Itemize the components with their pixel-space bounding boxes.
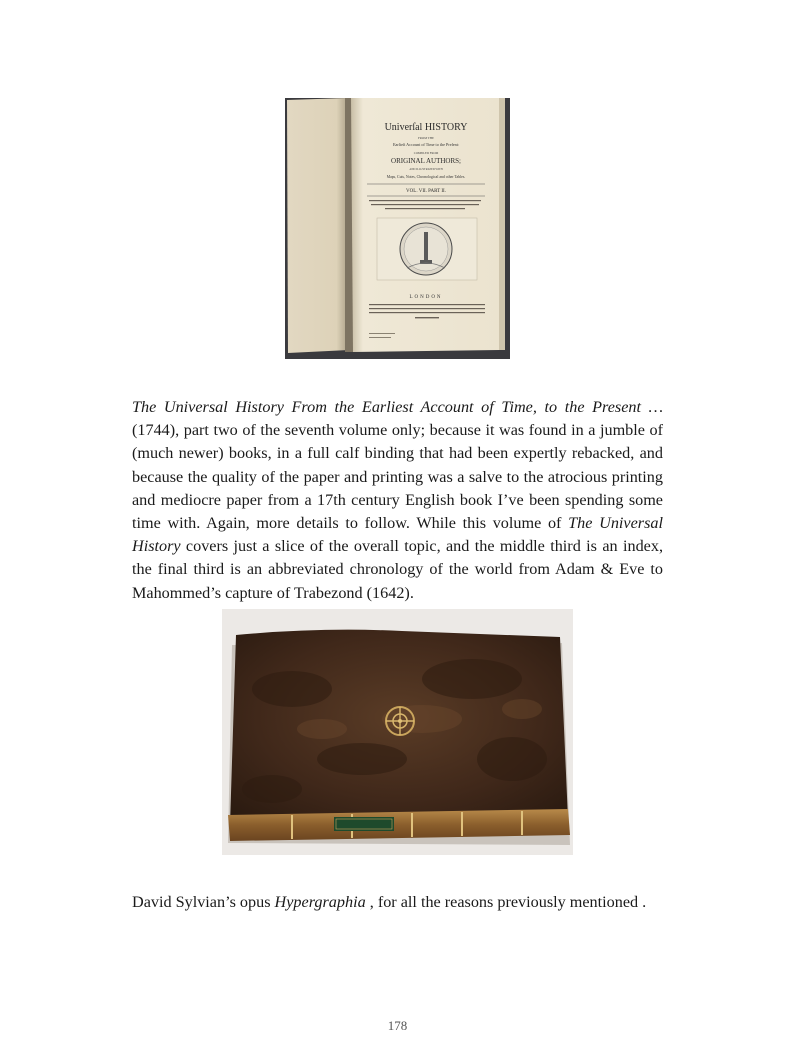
title-page-illustration [285,98,510,359]
paragraph-text: David Sylvian’s opus [132,893,275,911]
title-page-photo [285,98,510,359]
title-line-4: COMPILED FROM [413,151,439,155]
book-description-paragraph [132,396,663,605]
gilt-ornament [386,707,414,735]
title-line-2: FROM THE [418,136,434,140]
paragraph-text: covers just a slice of the overall topic, and the middle third is an index, the final third is an abbreviated chronology of the world from Adam & Eve to Mahommed’s capture of Trabezond (1642). [132,537,663,602]
leather-binding-illustration [222,609,573,855]
paragraph-text: , for all the reasons previously mentioned . [365,893,647,911]
book-title-italic: The Universal History [132,514,663,556]
title-volume: VOL. VII. PART II. [406,189,446,194]
paragraph-text: (1744), part two of the seventh volume only; because it was found in a jumble of (much newer) books, in a full calf binding that had been expertly rebacked, and because the quality of the paper and printing was a salve to the atrocious printing and mediocre paper from a 17th century English book I’ve been spending some time with. Again, more details to follow. While this volume of [132,421,663,533]
title-line-5: ORIGINAL AUTHORS; [391,157,461,165]
album-caption-paragraph [132,891,663,914]
book-title-italic: The Universal History From the Earliest Account of Time, to the Present … [132,398,663,416]
leather-binding-photo [222,609,573,855]
title-imprint: LONDON [409,295,443,300]
title-line-1: Univerſal HISTORY [384,122,468,133]
album-title-italic: Hypergraphia [274,893,366,911]
title-line-6: AND ILLUSTRATED WITH [409,168,443,171]
title-line-3: Earlieſt Account of Time to the Preſent: [392,142,460,147]
page-number: 178 [387,1018,408,1033]
title-line-7: Maps, Cuts, Notes, Chronological and other Tables. [386,175,466,179]
